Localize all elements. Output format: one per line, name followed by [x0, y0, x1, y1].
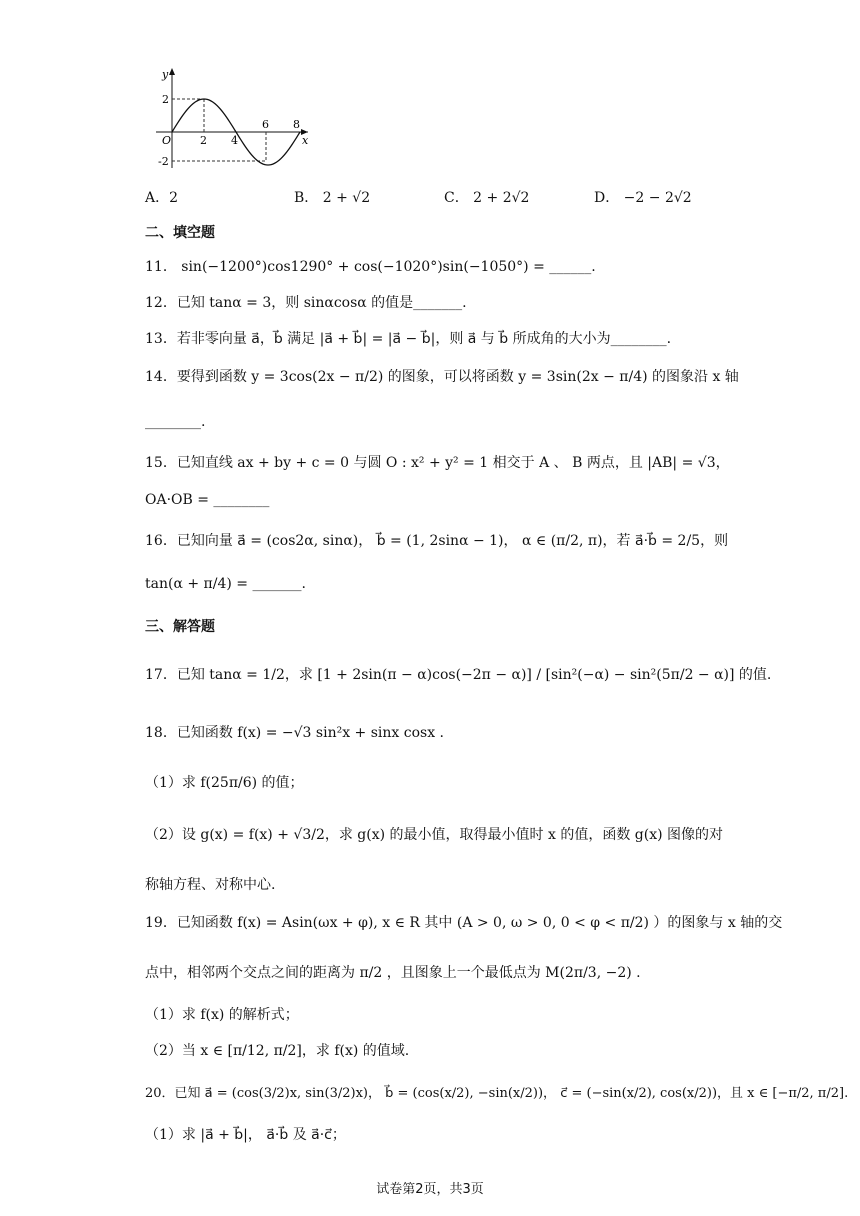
question-13: 13．若非零向量 a⃗，b⃗ 满足 |a⃗ + b⃗| = |a⃗ − b⃗|，则 a⃗ 与 b⃗ 所成角的大小为________. [145, 331, 672, 347]
page-footer: 试卷第2页，共3页 [376, 1182, 484, 1197]
origin-label: O [162, 134, 172, 147]
question-19-line2: 点中，相邻两个交点之间的距离为 π/2 ，且图象上一个最低点为 M(2π/3, −2) . [145, 965, 641, 981]
question-16-line2: tan(α + π/4) = _______. [145, 576, 306, 592]
option-a: A．2 [145, 190, 179, 206]
question-14-line1: 14．要得到函数 y = 3cos(2x − π/2) 的图象，可以将函数 y = 3sin(2x − π/4) 的图象沿 x 轴 [145, 369, 739, 385]
question-12: 12．已知 tanα = 3，则 sinαcosα 的值是_______. [145, 295, 467, 311]
x-axis-label: x [302, 134, 309, 147]
sine-graph [150, 64, 320, 176]
y-axis-arrow [169, 68, 175, 75]
x-tick-2: 2 [200, 134, 207, 147]
option-b: B． 2 + √2 [294, 190, 371, 206]
y-tick-neg2: -2 [158, 155, 169, 168]
question-14-line2: ________. [145, 414, 206, 430]
question-20-part1: （1）求 |a⃗ + b⃗|， a⃗·b⃗ 及 a⃗·c⃗； [145, 1127, 346, 1143]
option-d: D． −2 − 2√2 [594, 190, 692, 206]
question-19-part1: （1）求 f(x) 的解析式； [145, 1007, 299, 1023]
y-tick-2: 2 [162, 93, 169, 106]
question-17: 17．已知 tanα = 1/2，求 [1 + 2sin(π − α)cos(−2π − α)] / [sin²(−α) − sin²(5π/2 − α)] 的值. [145, 667, 772, 683]
question-19-part2: （2）当 x ∈ [π/12, π/2]，求 f(x) 的值域. [145, 1043, 410, 1059]
question-11: 11． sin(−1200°)cos1290° + cos(−1020°)sin(−1050°) = ______. [145, 259, 596, 275]
option-c: C． 2 + 2√2 [444, 190, 530, 206]
question-15-line1: 15．已知直线 ax + by + c = 0 与圆 O : x² + y² = 1 相交于 A 、 B 两点，且 |AB| = √3， [145, 455, 730, 471]
section-solve: 三、解答题 [145, 619, 215, 635]
y-axis-label: y [162, 68, 169, 81]
question-18-line1: 18．已知函数 f(x) = −√3 sin²x + sinx cosx . [145, 725, 444, 741]
x-tick-6: 6 [262, 118, 269, 131]
section-fill-in: 二、填空题 [145, 225, 215, 241]
question-16-line1: 16．已知向量 a⃗ = (cos2α, sinα)， b⃗ = (1, 2sinα − 1)， α ∈ (π/2, π)，若 a⃗·b⃗ = 2/5，则 [145, 533, 729, 549]
question-18-part1: （1）求 f(25π/6) 的值； [145, 775, 304, 791]
question-18-part2-cont: 称轴方程、对称中心. [145, 877, 276, 893]
question-19-line1: 19．已知函数 f(x) = Asin(ωx + φ), x ∈ R 其中 (A > 0, ω > 0, 0 < φ < π/2) ）的图象与 x 轴的交 [145, 915, 783, 931]
question-15-line2: OA·OB = ________ [145, 492, 270, 508]
x-tick-8: 8 [293, 118, 300, 131]
question-18-part2: （2）设 g(x) = f(x) + √3/2，求 g(x) 的最小值，取得最小值时 x 的值，函数 g(x) 图像的对 [145, 827, 724, 843]
question-20-line1: 20．已知 a⃗ = (cos(3/2)x, sin(3/2)x)， b⃗ = (cos(x/2), −sin(x/2))， c⃗ = (−sin(x/2), cos(x/2))，且 x ∈ [−π/2, π/2]. [145, 1086, 849, 1101]
x-tick-4: 4 [231, 134, 238, 147]
